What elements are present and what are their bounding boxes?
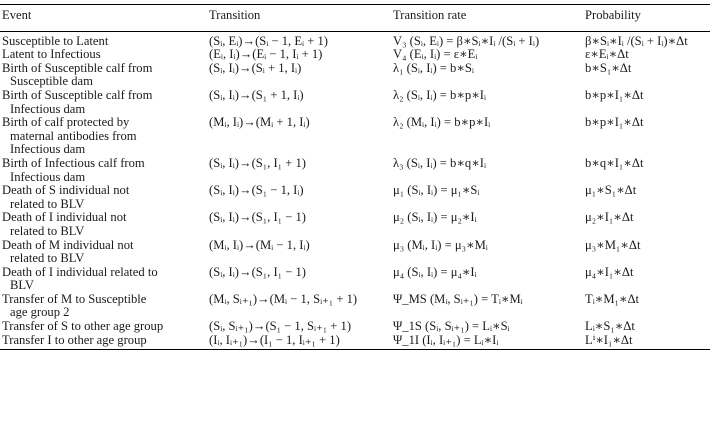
transition-rate-cell: μ₂ (Sᵢ, Iᵢ) = μ₂∗Iᵢ bbox=[393, 210, 477, 225]
event-line: maternal antibodies from bbox=[10, 128, 137, 143]
event-cell bbox=[0, 334, 207, 350]
event-line: Death of I individual related to bbox=[2, 264, 158, 279]
table-row bbox=[0, 211, 710, 238]
event-text bbox=[2, 35, 207, 49]
transition-cell: (Mᵢ, Iᵢ)→(Mᵢ − 1, Iᵢ) bbox=[209, 237, 310, 252]
transition-rate-cell: μ₁ (Sᵢ, Iᵢ) = μ₁∗Sᵢ bbox=[393, 183, 480, 198]
transition-rate-cell: λ₂ (Sᵢ, Iᵢ) = b∗p∗Iᵢ bbox=[393, 87, 487, 102]
event-text bbox=[2, 293, 207, 320]
probability-cell: Lⁱ∗I₁∗Δt bbox=[583, 334, 710, 350]
probability-cell: b∗p∗I₁∗Δt bbox=[585, 115, 644, 130]
transition-rate-cell: Ψ_1I (Iᵢ, Iᵢ₊₁) = Lᵢ∗Iᵢ bbox=[391, 334, 583, 350]
event-line: Birth of calf protected by bbox=[2, 115, 130, 130]
event-line: BLV bbox=[10, 278, 35, 293]
transition-cell: (Sᵢ, Sᵢ₊₁)→(S₁ − 1, Sᵢ₊₁ + 1) bbox=[209, 319, 352, 334]
transition-cell: (Sᵢ, Iᵢ)→(S₁ + 1, Iᵢ) bbox=[209, 87, 304, 102]
probability-cell: μ₁∗S₁∗Δt bbox=[585, 183, 637, 198]
probability-cell: μ₃∗M₁∗Δt bbox=[585, 237, 641, 252]
table-body bbox=[0, 31, 710, 350]
event-cell bbox=[0, 293, 207, 320]
probability-cell: Tᵢ∗M₁∗Δt bbox=[585, 291, 640, 306]
transition-table bbox=[0, 4, 710, 350]
event-line: Latent to Infectious bbox=[2, 47, 101, 62]
event-line: age group 2 bbox=[10, 305, 70, 320]
event-line: Birth of Infectious calf from bbox=[2, 155, 145, 170]
transition-cell: (Sᵢ, Iᵢ)→(S₁, I₁ + 1) bbox=[209, 155, 306, 170]
event-text bbox=[2, 239, 207, 266]
event-text bbox=[2, 116, 207, 157]
event-cell bbox=[0, 266, 207, 293]
event-line: Infectious dam bbox=[10, 142, 86, 157]
table-row bbox=[0, 320, 710, 334]
event-cell bbox=[0, 184, 207, 211]
event-cell bbox=[0, 211, 207, 238]
event-cell bbox=[0, 31, 207, 48]
header-transition: Transition bbox=[207, 5, 391, 32]
event-line: related to BLV bbox=[10, 196, 85, 211]
table-row bbox=[0, 116, 710, 157]
event-text bbox=[2, 320, 207, 334]
transition-cell: (Mᵢ, Iᵢ)→(Mᵢ + 1, Iᵢ) bbox=[209, 115, 310, 130]
probability-cell: b∗S₁∗Δt bbox=[585, 60, 632, 75]
event-line: Death of S individual not bbox=[2, 183, 130, 198]
transition-cell: (Sᵢ, Eᵢ)→(Sᵢ − 1, Eᵢ + 1) bbox=[209, 33, 328, 48]
table-row bbox=[0, 31, 710, 48]
transition-cell: (Eᵢ, Iᵢ)→(Eᵢ − 1, Iᵢ + 1) bbox=[209, 47, 323, 62]
event-text bbox=[2, 334, 207, 348]
transition-rate-cell: λ₁ (Sᵢ, Iᵢ) = b∗Sᵢ bbox=[393, 60, 474, 75]
event-cell bbox=[0, 157, 207, 184]
event-cell bbox=[0, 320, 207, 334]
event-line: Death of M individual not bbox=[2, 237, 134, 252]
table-row bbox=[0, 62, 710, 89]
transition-cell: (Sᵢ, Iᵢ)→(S₁ − 1, Iᵢ) bbox=[209, 183, 304, 198]
transition-rate-cell: V₃ (Sᵢ, Eᵢ) = β∗Sᵢ∗Iᵢ /(Sᵢ + Iᵢ) bbox=[393, 33, 540, 48]
table-row bbox=[0, 48, 710, 62]
transition-rate-cell: μ₄ (Sᵢ, Iᵢ) = μ₄∗Iᵢ bbox=[393, 264, 477, 279]
event-line: Birth of Susceptible calf from bbox=[2, 60, 153, 75]
transition-rate-cell: λ₂ (Mᵢ, Iᵢ) = b∗p∗Iᵢ bbox=[393, 115, 491, 130]
header-row bbox=[0, 5, 710, 32]
event-text bbox=[2, 157, 207, 184]
event-line: Birth of Susceptible calf from bbox=[2, 87, 153, 102]
transition-rate-cell: λ₃ (Sᵢ, Iᵢ) = b∗q∗Iᵢ bbox=[393, 155, 487, 170]
event-text bbox=[2, 266, 207, 293]
table-row bbox=[0, 89, 710, 116]
transition-rate-cell: Ψ_1S (Sᵢ, Sᵢ₊₁) = Lᵢ∗Sᵢ bbox=[393, 319, 510, 334]
event-line: Transfer I to other age group bbox=[2, 332, 147, 347]
event-text bbox=[2, 89, 207, 116]
event-cell bbox=[0, 89, 207, 116]
table-row bbox=[0, 239, 710, 266]
probability-cell: μ₄∗I₁∗Δt bbox=[585, 264, 634, 279]
event-text bbox=[2, 211, 207, 238]
transition-cell: (Sᵢ, Iᵢ)→(Sᵢ + 1, Iᵢ) bbox=[209, 60, 302, 75]
header-transition-rate: Transition rate bbox=[391, 5, 583, 32]
probability-cell: ε∗Eᵢ∗Δt bbox=[585, 47, 629, 62]
event-line: Transfer of M to Susceptible bbox=[2, 291, 147, 306]
event-line: Transfer of S to other age group bbox=[2, 319, 164, 334]
event-text bbox=[2, 62, 207, 89]
transition-cell: (Mᵢ, Sᵢ₊₁)→(Mᵢ − 1, Sᵢ₊₁ + 1) bbox=[209, 291, 358, 306]
event-cell bbox=[0, 116, 207, 157]
event-cell bbox=[0, 239, 207, 266]
transition-cell: (Sᵢ, Iᵢ)→(S₁, I₁ − 1) bbox=[209, 264, 306, 279]
table-row bbox=[0, 266, 710, 293]
event-cell bbox=[0, 48, 207, 62]
header-probability: Probability bbox=[583, 5, 710, 32]
transition-rate-cell: μ₃ (Mᵢ, Iᵢ) = μ₃∗Mᵢ bbox=[393, 237, 488, 252]
probability-cell: μ₂∗I₁∗Δt bbox=[585, 210, 634, 225]
probability-cell: b∗p∗I₁∗Δt bbox=[585, 87, 644, 102]
transition-rate-cell: Ψ_MS (Mᵢ, Sᵢ₊₁) = Tᵢ∗Mᵢ bbox=[393, 291, 523, 306]
transition-cell: (Sᵢ, Iᵢ)→(S₁, I₁ − 1) bbox=[209, 210, 306, 225]
event-cell bbox=[0, 62, 207, 89]
probability-cell: b∗q∗I₁∗Δt bbox=[585, 155, 644, 170]
transition-cell: (Iᵢ, Iᵢ₊₁)→(I₁ − 1, Iᵢ₊₁ + 1) bbox=[207, 334, 391, 350]
event-line: Susceptible to Latent bbox=[2, 33, 109, 48]
event-line: Susceptible dam bbox=[10, 74, 93, 89]
event-line: Death of I individual not bbox=[2, 210, 127, 225]
event-line: Infectious dam bbox=[10, 101, 86, 116]
table-row bbox=[0, 157, 710, 184]
event-line: related to BLV bbox=[10, 251, 85, 266]
event-text bbox=[2, 184, 207, 211]
table-row bbox=[0, 184, 710, 211]
table-row bbox=[0, 334, 710, 350]
transition-rate-cell: V₄ (Eᵢ, Iᵢ) = ε∗Eᵢ bbox=[393, 47, 478, 62]
event-line: Infectious dam bbox=[10, 169, 86, 184]
header-event: Event bbox=[0, 5, 207, 32]
event-line: related to BLV bbox=[10, 223, 85, 238]
probability-cell: β∗Sᵢ∗Iᵢ /(Sᵢ + Iᵢ)∗Δt bbox=[585, 33, 688, 48]
table-header bbox=[0, 5, 710, 32]
table-row bbox=[0, 293, 710, 320]
event-text bbox=[2, 48, 207, 62]
probability-cell: Lᵢ∗S₁∗Δt bbox=[585, 319, 635, 334]
